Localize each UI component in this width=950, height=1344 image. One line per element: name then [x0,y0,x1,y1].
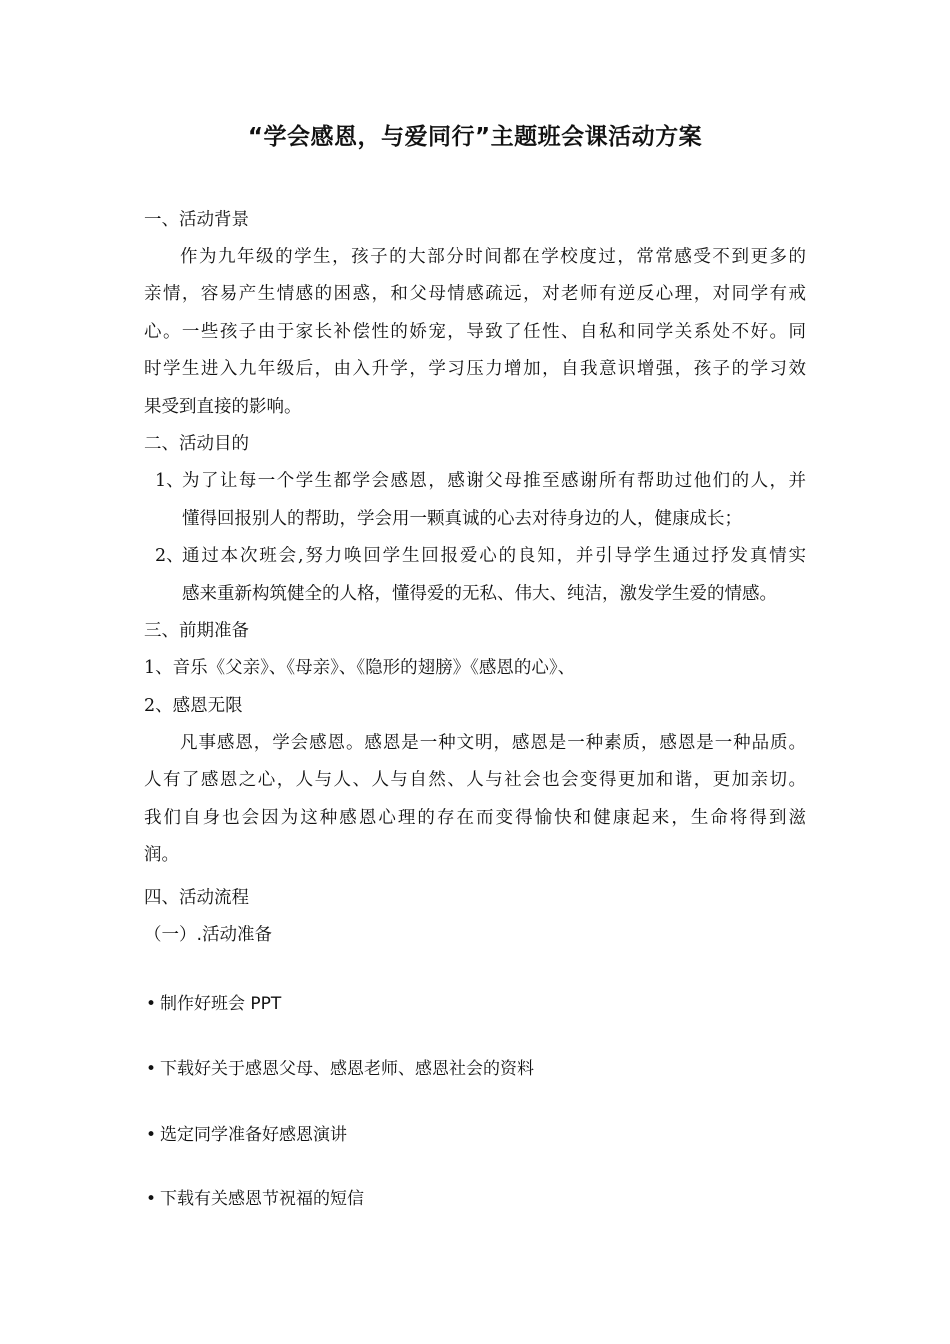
list-item-number: 2、 [155,546,184,566]
bullet-icon: • [146,994,157,1014]
list-item-line: 懂得回报别人的帮助，学会用一颗真诚的心去对待身边的人，健康成长； [182,509,742,529]
prep-item-music: 1、音乐《父亲》、《母亲》、《隐形的翅膀》《感恩的心》、 [144,658,576,678]
list-item-line: 为了让每一个学生都学会感恩，感谢父母推至感谢所有帮助过他们的人，并 [182,471,806,491]
paragraph-line: 凡事感恩，学会感恩。感恩是一种文明，感恩是一种素质，感恩是一种品质。 [180,733,806,753]
paragraph-line: 人有了感恩之心，人与人、人与自然、人与社会也会变得更加和谐，更加亲切。 [144,770,806,790]
paragraph-line: 时学生进入九年级后，由入升学，学习压力增加，自我意识增强，孩子的学习效 [144,359,806,379]
subsection-heading: （一）.活动准备 [144,925,273,945]
section-heading-process: 四、活动流程 [144,888,249,908]
bullet-item: • 选定同学准备好感恩演讲 [146,1125,347,1145]
paragraph-line: 心。一些孩子由于家长补偿性的娇宠，导致了任性、自私和同学关系处不好。同 [144,322,806,342]
list-item-number: 1、 [155,471,184,491]
bullet-item: • 下载有关感恩节祝福的短信 [146,1189,364,1209]
bullet-icon: • [146,1189,157,1209]
paragraph-line: 润。 [144,845,179,865]
prep-item-gratitude: 2、感恩无限 [144,696,243,716]
list-item-line: 感来重新构筑健全的人格，懂得爱的无私、伟大、纯洁，激发学生爱的情感。 [182,584,777,604]
bullet-item: • 制作好班会 PPT [146,994,282,1014]
paragraph-line: 我们自身也会因为这种感恩心理的存在而变得愉快和健康起来，生命将得到滋 [144,808,806,828]
bullet-icon: • [146,1125,157,1145]
section-heading-background: 一、活动背景 [144,210,249,230]
section-heading-preparation: 三、前期准备 [144,621,249,641]
bullet-icon: • [146,1059,157,1079]
section-heading-purpose: 二、活动目的 [144,434,249,454]
document-title: “学会感恩，与爱同行”主题班会课活动方案 [247,124,703,150]
list-item-line: 通过本次班会,努力唤回学生回报爱心的良知，并引导学生通过抒发真情实 [182,546,806,566]
paragraph-line: 亲情，容易产生情感的困惑，和父母情感疏远，对老师有逆反心理，对同学有戒 [144,284,806,304]
bullet-item: • 下载好关于感恩父母、感恩老师、感恩社会的资料 [146,1059,534,1079]
paragraph-line: 作为九年级的学生，孩子的大部分时间都在学校度过，常常感受不到更多的 [180,247,806,267]
paragraph-line: 果受到直接的影响。 [144,397,302,417]
